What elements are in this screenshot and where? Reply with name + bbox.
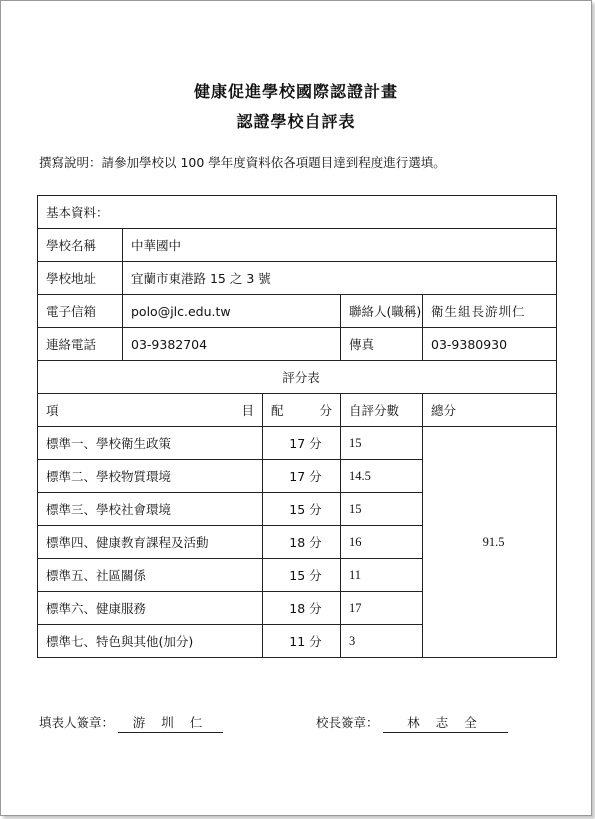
contact-value: 衛生組長游圳仁 [423, 295, 557, 328]
address-value: 宜蘭市東港路 15 之 3 號 [123, 262, 557, 295]
contact-label: 聯絡人(職稱) [341, 295, 423, 328]
phone-fax-row [38, 328, 557, 361]
filler-signature-label: 填表人簽章： [39, 715, 115, 730]
address-label: 學校地址 [38, 262, 123, 295]
filler-signature [39, 713, 223, 733]
standard-self-score: 17 [341, 592, 423, 625]
address-row [38, 262, 557, 295]
item-header-right: 目 [241, 403, 254, 418]
principal-signature [316, 713, 508, 733]
school-name-label: 學校名稱 [38, 229, 123, 262]
principal-signature-label: 校長簽章： [316, 715, 379, 730]
standard-self-score: 15 [341, 427, 423, 460]
standard-self-score: 11 [341, 559, 423, 592]
weight-header-right: 分 [319, 403, 332, 418]
item-column-header [38, 394, 263, 427]
standard-weight: 17 分 [263, 460, 341, 493]
basic-info-header-row [38, 196, 557, 229]
standard-item: 標準七、特色與其他(加分) [38, 625, 263, 658]
table-row [38, 427, 557, 460]
weight-column-header [263, 394, 341, 427]
standard-item: 標準六、健康服務 [38, 592, 263, 625]
standard-weight: 18 分 [263, 592, 341, 625]
standard-self-score: 15 [341, 493, 423, 526]
weight-header-left: 配 [271, 403, 284, 418]
standard-item: 標準一、學校衛生政策 [38, 427, 263, 460]
total-column-header: 總分 [423, 394, 557, 427]
standard-self-score: 14.5 [341, 460, 423, 493]
standard-item: 標準五、社區關係 [38, 559, 263, 592]
principal-signature-name: 林 志 全 [383, 713, 508, 733]
self-score-column-header: 自評分數 [341, 394, 423, 427]
email-value: polo@jlc.edu.tw [123, 295, 341, 328]
standard-item: 標準四、健康教育課程及活動 [38, 526, 263, 559]
standard-weight: 15 分 [263, 493, 341, 526]
standard-item: 標準二、學校物質環境 [38, 460, 263, 493]
self-assessment-form [37, 195, 557, 658]
item-header-left: 項 [46, 403, 59, 418]
phone-value: 03-9382704 [123, 328, 341, 361]
phone-label: 連絡電話 [38, 328, 123, 361]
standard-weight: 18 分 [263, 526, 341, 559]
score-table-header-row [38, 394, 557, 427]
fax-label: 傳真 [341, 328, 423, 361]
email-label: 電子信箱 [38, 295, 123, 328]
standard-self-score: 3 [341, 625, 423, 658]
standard-weight: 15 分 [263, 559, 341, 592]
email-contact-row [38, 295, 557, 328]
standard-item: 標準三、學校社會環境 [38, 493, 263, 526]
school-name-row [38, 229, 557, 262]
standard-weight: 11 分 [263, 625, 341, 658]
standard-self-score: 16 [341, 526, 423, 559]
basic-info-label: 基本資料： [38, 196, 557, 229]
fax-value: 03-9380930 [423, 328, 557, 361]
document-title: 健康促進學校國際認證計畫 [193, 82, 398, 101]
school-name-value: 中華國中 [123, 229, 557, 262]
total-score: 91.5 [423, 427, 557, 658]
score-table-title-row [38, 361, 557, 394]
document-subtitle: 認證學校自評表 [236, 112, 356, 131]
standard-weight: 17 分 [263, 427, 341, 460]
score-table-title: 評分表 [38, 361, 557, 394]
filler-signature-name: 游 圳 仁 [118, 713, 223, 733]
instruction-text: 撰寫說明：請參加學校以 100 學年度資料依各項題目達到程度進行選填。 [39, 155, 446, 170]
